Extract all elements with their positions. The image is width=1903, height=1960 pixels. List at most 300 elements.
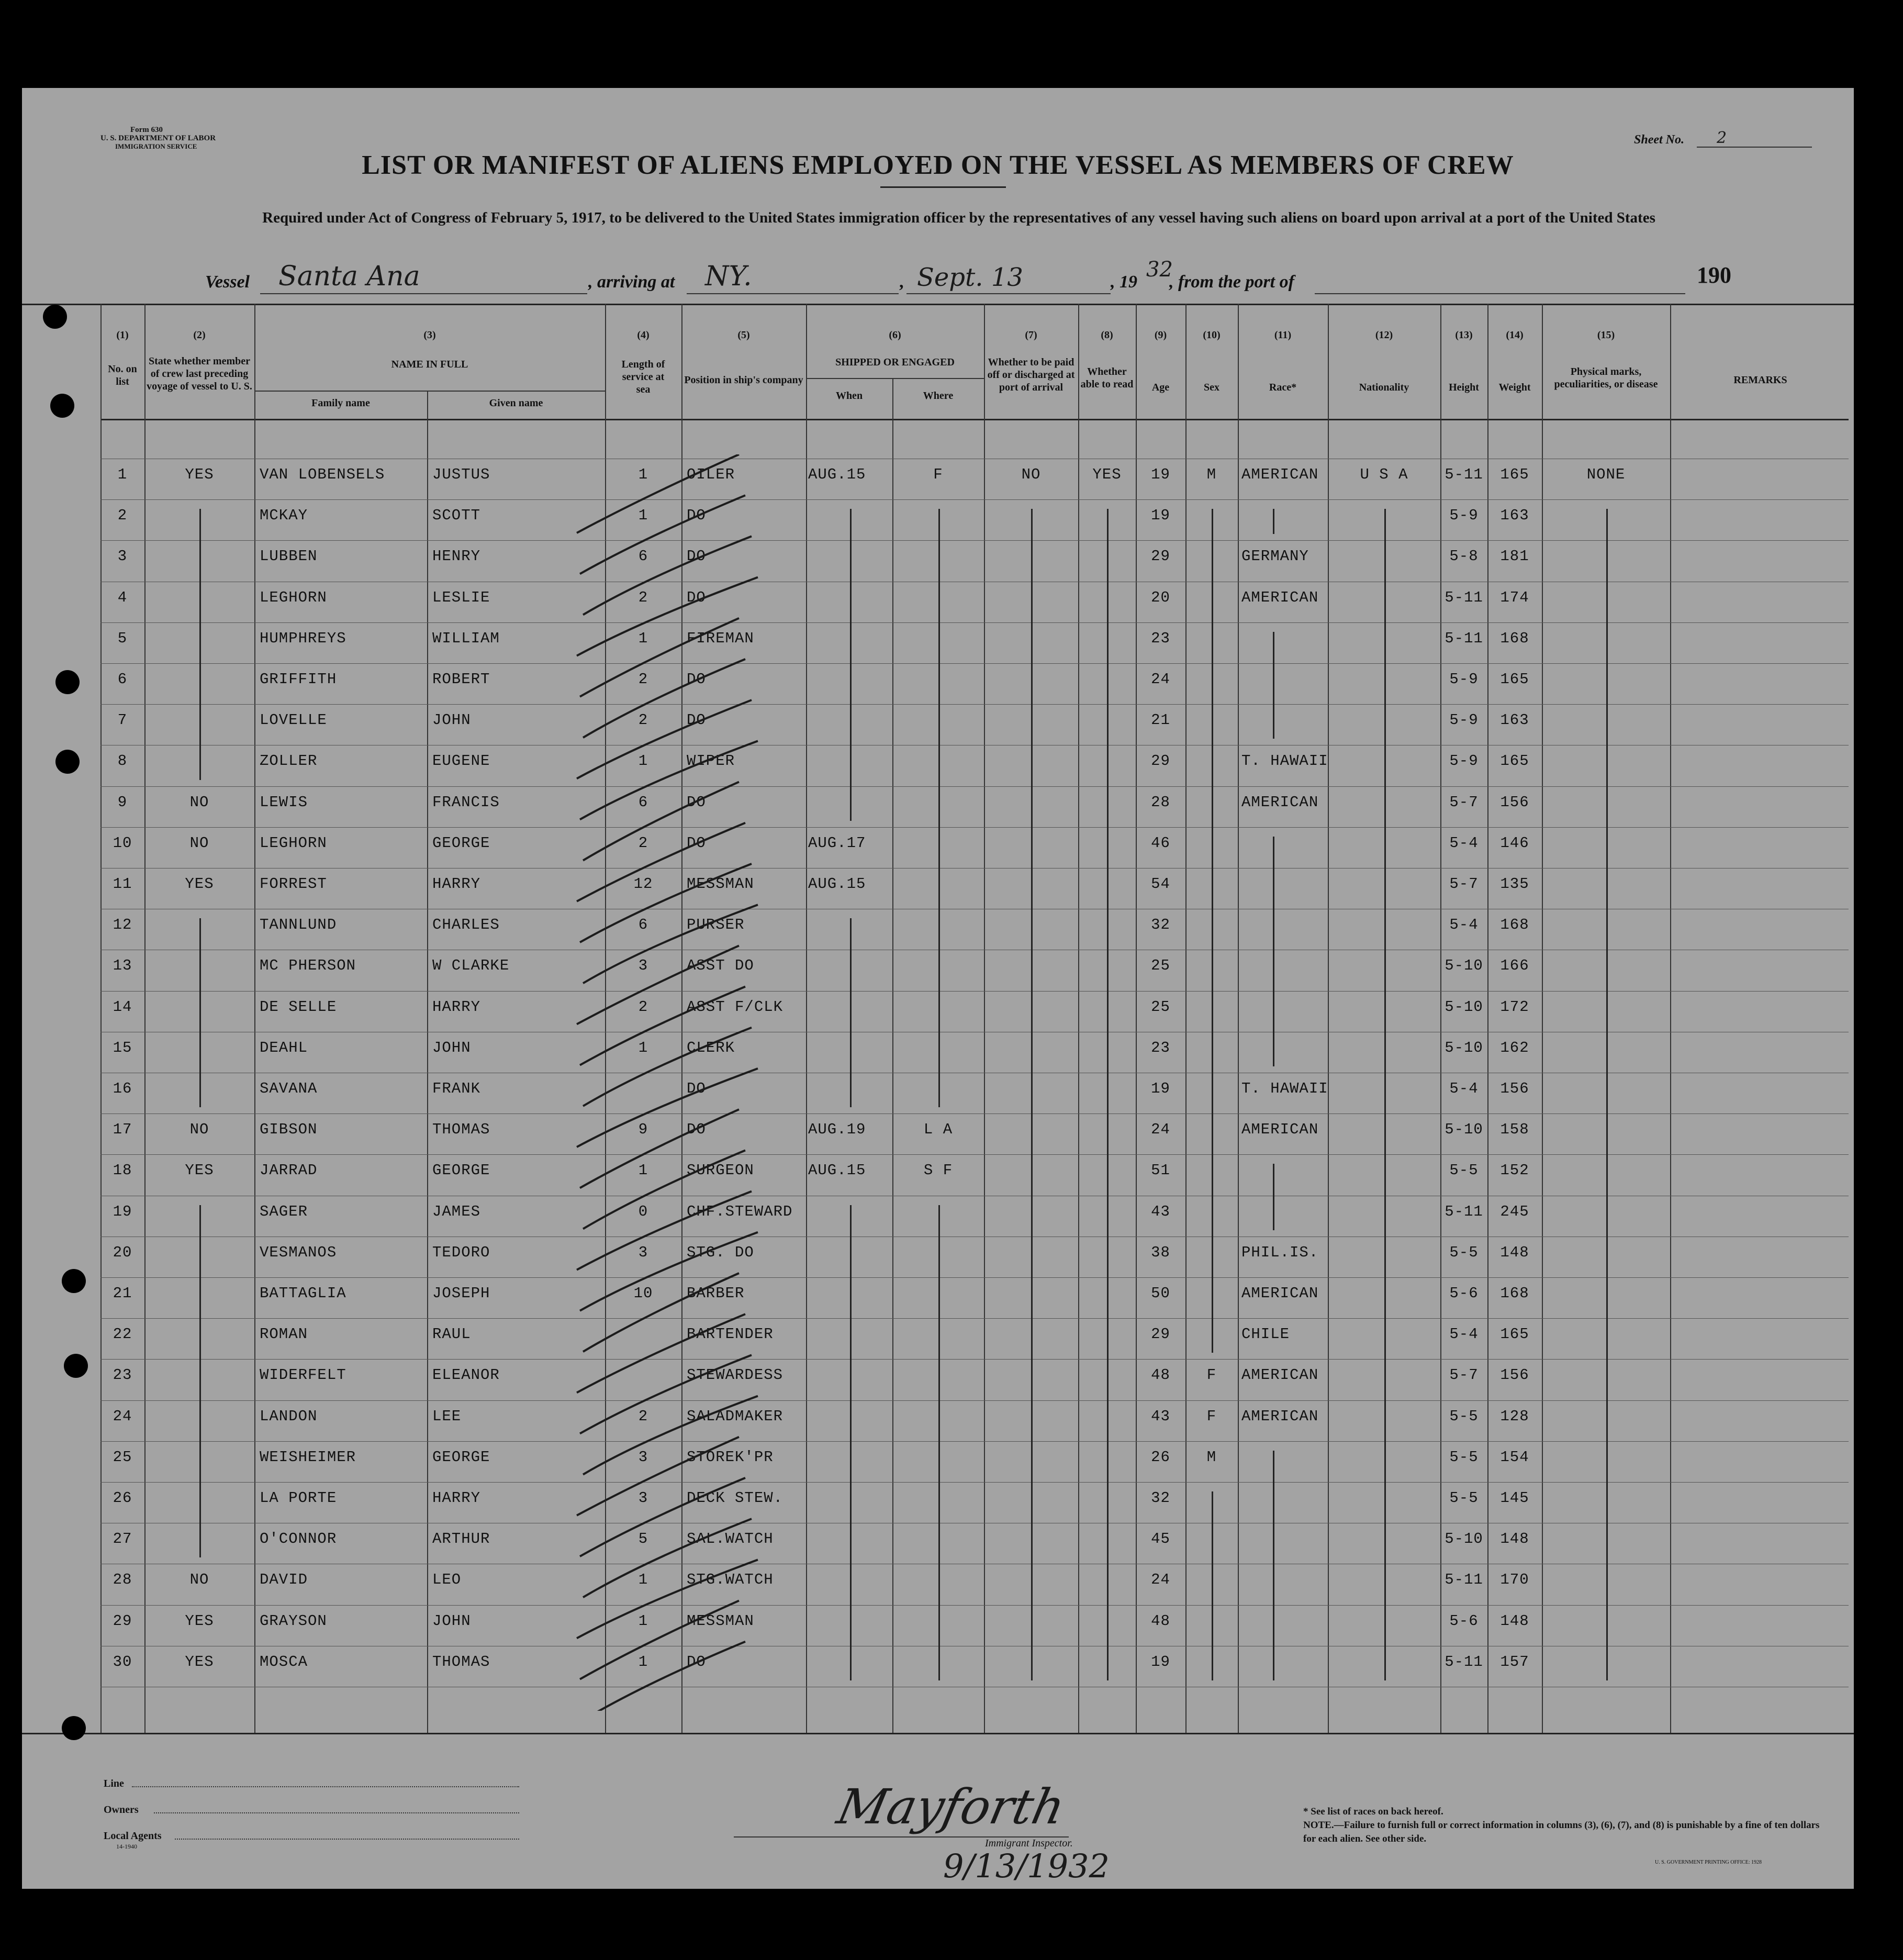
- row-rule: [100, 663, 1849, 664]
- cell-height: 5-4: [1449, 1326, 1479, 1343]
- pencil-stroke: [577, 577, 758, 656]
- cell-weight: 168: [1500, 916, 1529, 934]
- cell-given: RAUL: [432, 1326, 471, 1343]
- ditto-mark: [1273, 509, 1274, 534]
- col-position-header: Position in ship's company: [684, 374, 803, 386]
- manifest-subtitle: Required under Act of Congress of February 5, 1917, to be delivered to the United States immigration officer by the representatives of any vessel having such aliens on board upon arrival at a port of the United States: [262, 209, 1655, 226]
- cell-position: BARBER: [687, 1285, 745, 1302]
- col-sex-number: (10): [1203, 329, 1221, 341]
- cell-given: THOMAS: [432, 1121, 490, 1139]
- pencil-stroke: [577, 1191, 752, 1270]
- cell-no: 3: [117, 548, 128, 565]
- cell-family: MC PHERSON: [260, 957, 356, 975]
- comma-separator: ,: [899, 272, 904, 292]
- cell-length: 1: [638, 466, 648, 483]
- pencil-stroke: [577, 1560, 758, 1638]
- column-rule: [144, 304, 145, 1733]
- cell-position: DO: [687, 671, 706, 688]
- cell-given: JOHN: [432, 1612, 471, 1630]
- cell-position: STOREK'PR: [687, 1448, 774, 1466]
- pencil-stroke: [577, 945, 739, 1024]
- cell-height: 5-7: [1449, 1366, 1479, 1384]
- cell-given: GEORGE: [432, 1448, 490, 1466]
- pencil-stroke: [577, 454, 739, 533]
- cell-height: 5-9: [1449, 752, 1479, 770]
- cell-position: OILER: [687, 466, 735, 483]
- col-race-number: (11): [1274, 329, 1292, 341]
- cell-family: WIDERFELT: [260, 1366, 346, 1384]
- cell-given: JOSEPH: [432, 1285, 490, 1302]
- cell-position: DO: [687, 507, 706, 525]
- cell-no: 20: [113, 1243, 132, 1261]
- header-bottom-border: [100, 419, 1849, 420]
- cell-position: MESSMAN: [687, 1612, 754, 1630]
- vessel-label: Vessel: [205, 272, 250, 292]
- pencil-stroke: [580, 495, 745, 574]
- cell-family: LA PORTE: [260, 1489, 337, 1507]
- binder-hole: [50, 394, 74, 418]
- cell-position: ASST DO: [687, 957, 754, 975]
- shipped-subheader-rule: [806, 378, 984, 379]
- cell-weight: 148: [1500, 1243, 1529, 1261]
- ditto-mark: [938, 1205, 940, 1680]
- cell-family: TANNLUND: [260, 916, 337, 934]
- cell-age: 25: [1151, 957, 1170, 975]
- cell-marks: NONE: [1586, 466, 1626, 483]
- pencil-stroke: [577, 823, 745, 901]
- cell-length: 2: [638, 998, 648, 1016]
- cell-given: SCOTT: [432, 507, 481, 525]
- cell-family: ROMAN: [260, 1326, 308, 1343]
- cell-length: 1: [638, 507, 648, 525]
- cell-family: MOSCA: [260, 1653, 308, 1671]
- pencil-stroke: [580, 1109, 739, 1188]
- cell-family: SAGER: [260, 1202, 308, 1220]
- cell-height: 5-10: [1445, 1121, 1483, 1139]
- cell-no: 1: [117, 466, 128, 483]
- cell-when: AUG.17: [808, 834, 866, 852]
- col-height-header: Height: [1449, 382, 1479, 393]
- cell-nationality: U S A: [1360, 466, 1408, 483]
- cell-race: AMERICAN: [1241, 588, 1319, 606]
- row-rule: [100, 1359, 1849, 1360]
- cell-height: 5-7: [1449, 793, 1479, 811]
- cell-when: AUG.15: [808, 466, 866, 483]
- cell-given: TEDORO: [432, 1243, 490, 1261]
- pencil-stroke: [580, 1478, 745, 1556]
- cell-height: 5-7: [1449, 875, 1479, 893]
- row-rule: [100, 704, 1849, 705]
- cell-no: 28: [113, 1571, 132, 1589]
- row-rule: [100, 1482, 1849, 1483]
- cell-race: AMERICAN: [1241, 1285, 1319, 1302]
- cell-no: 2: [117, 507, 128, 525]
- cell-age: 29: [1151, 752, 1170, 770]
- line-label: Line: [104, 1778, 124, 1789]
- pencil-stroke: [580, 987, 745, 1065]
- cell-state: YES: [185, 466, 214, 483]
- pencil-stroke: [583, 782, 739, 861]
- ditto-mark: [1212, 1491, 1213, 1680]
- cell-age: 32: [1151, 916, 1170, 934]
- row-rule: [100, 1154, 1849, 1155]
- cell-weight: 156: [1500, 793, 1529, 811]
- binder-hole: [64, 1354, 88, 1378]
- cell-where: S F: [923, 1162, 953, 1179]
- cell-position: WIPER: [687, 752, 735, 770]
- cell-family: GIBSON: [260, 1121, 318, 1139]
- cell-race: AMERICAN: [1241, 1407, 1319, 1425]
- cell-weight: 181: [1500, 548, 1529, 565]
- sheet-underline: [1697, 147, 1812, 148]
- cell-family: LEWIS: [260, 793, 308, 811]
- cell-family: GRIFFITH: [260, 671, 337, 688]
- cell-family: WEISHEIMER: [260, 1448, 356, 1466]
- pencil-stroke: [577, 1068, 758, 1147]
- cell-no: 4: [117, 588, 128, 606]
- cell-no: 23: [113, 1366, 132, 1384]
- cell-race: AMERICAN: [1241, 466, 1319, 483]
- cell-given: CHARLES: [432, 916, 500, 934]
- cell-position: DO: [687, 793, 706, 811]
- cell-weight: 168: [1500, 1285, 1529, 1302]
- department-label: U. S. DEPARTMENT OF LABOR: [100, 134, 216, 142]
- pencil-stroke: [580, 618, 739, 697]
- pencil-stroke: [583, 1396, 758, 1475]
- col-length-number: (4): [637, 329, 650, 341]
- cell-family: LOVELLE: [260, 711, 327, 729]
- form-code: 14-1940: [116, 1843, 137, 1850]
- cell-height: 5-6: [1449, 1612, 1479, 1630]
- cell-height: 5-6: [1449, 1285, 1479, 1302]
- arrival-date: Sept. 13: [917, 263, 1023, 292]
- cell-weight: 170: [1500, 1571, 1529, 1589]
- col-given-header: Given name: [489, 397, 543, 409]
- cell-sex: F: [1206, 1366, 1217, 1384]
- cell-height: 5-10: [1445, 998, 1483, 1016]
- sheet-label: Sheet No.: [1634, 133, 1684, 147]
- cell-when: AUG.15: [808, 1162, 866, 1179]
- cell-paid: NO: [1021, 466, 1041, 483]
- ditto-mark: [1031, 509, 1033, 1680]
- cell-no: 17: [113, 1121, 132, 1139]
- cell-state: YES: [185, 1612, 214, 1630]
- row-rule: [100, 540, 1849, 541]
- col-no-header: No. on list: [108, 363, 137, 387]
- cell-length: 2: [638, 588, 648, 606]
- pencil-stroke: [583, 536, 752, 615]
- ditto-mark: [850, 509, 852, 821]
- cell-weight: 156: [1500, 1080, 1529, 1097]
- col-weight-number: (14): [1506, 329, 1524, 341]
- inspector-label: Immigrant Inspector.: [985, 1838, 1073, 1849]
- cell-length: 3: [638, 1243, 648, 1261]
- cell-age: 24: [1151, 1121, 1170, 1139]
- col-family-header: Family name: [311, 397, 370, 409]
- cell-family: DAVID: [260, 1571, 308, 1589]
- cell-length: 2: [638, 711, 648, 729]
- cell-height: 5-11: [1445, 1571, 1483, 1589]
- cell-state: YES: [185, 875, 214, 893]
- cell-weight: 154: [1500, 1448, 1529, 1466]
- cell-position: STG.WATCH: [687, 1571, 774, 1589]
- row-rule: [100, 786, 1849, 787]
- cell-family: DEAHL: [260, 1039, 308, 1056]
- col-state-number: (2): [193, 329, 206, 341]
- cell-when: AUG.15: [808, 875, 866, 893]
- pencil-stroke: [583, 1642, 745, 1711]
- cell-read: YES: [1092, 466, 1122, 483]
- cell-length: 1: [638, 1039, 648, 1056]
- cell-race: GERMANY: [1241, 548, 1309, 565]
- pencil-stroke: [580, 1232, 758, 1311]
- cell-no: 15: [113, 1039, 132, 1056]
- cell-weight: 148: [1500, 1530, 1529, 1548]
- cell-given: JUSTUS: [432, 466, 490, 483]
- cell-given: HARRY: [432, 998, 481, 1016]
- cell-height: 5-10: [1445, 957, 1483, 975]
- cell-family: GRAYSON: [260, 1612, 327, 1630]
- cell-weight: 145: [1500, 1489, 1529, 1507]
- cell-height: 5-11: [1445, 466, 1483, 483]
- cell-weight: 165: [1500, 1326, 1529, 1343]
- cell-length: 3: [638, 1448, 648, 1466]
- cell-no: 27: [113, 1530, 132, 1548]
- cell-height: 5-5: [1449, 1489, 1479, 1507]
- cell-height: 5-4: [1449, 916, 1479, 934]
- pencil-stroke: [583, 659, 745, 738]
- cell-weight: 152: [1500, 1162, 1529, 1179]
- ditto-mark: [1212, 509, 1213, 1353]
- column-rule: [427, 391, 428, 1733]
- cell-no: 24: [113, 1407, 132, 1425]
- col-age-number: (9): [1154, 329, 1167, 341]
- row-rule: [100, 1113, 1849, 1114]
- cell-height: 5-11: [1445, 1202, 1483, 1220]
- col-no-number: (1): [116, 329, 129, 341]
- col-age-header: Age: [1151, 382, 1170, 393]
- pencil-stroke: [580, 1601, 739, 1679]
- ditto-mark: [1384, 509, 1386, 1680]
- races-footnote: * See list of races on back hereof.: [1303, 1806, 1443, 1817]
- cell-position: DO: [687, 1080, 706, 1097]
- vessel-name: Santa Ana: [278, 261, 420, 292]
- ditto-mark: [199, 1205, 201, 1558]
- ditto-mark: [1273, 1164, 1274, 1230]
- cell-given: EUGENE: [432, 752, 490, 770]
- cell-race: T. HAWAII: [1241, 752, 1328, 770]
- cell-position: DO: [687, 548, 706, 565]
- cell-age: 23: [1151, 629, 1170, 647]
- cell-family: HUMPHREYS: [260, 629, 346, 647]
- pencil-check-strokes: [566, 454, 818, 1711]
- cell-weight: 158: [1500, 1121, 1529, 1139]
- cell-race: AMERICAN: [1241, 1366, 1319, 1384]
- year-prefix: , 19: [1111, 272, 1137, 292]
- cell-age: 51: [1151, 1162, 1170, 1179]
- cell-given: FRANK: [432, 1080, 481, 1097]
- title-underline: [880, 186, 1006, 188]
- col-paid-header: Whether to be paid off or discharged at port of arrival: [987, 357, 1075, 393]
- ditto-mark: [1606, 509, 1608, 1680]
- cell-length: 2: [638, 834, 648, 852]
- cell-height: 5-11: [1445, 1653, 1483, 1671]
- cell-age: 23: [1151, 1039, 1170, 1056]
- row-rule: [100, 499, 1849, 500]
- cell-where: F: [933, 466, 943, 483]
- col-sex-header: Sex: [1204, 382, 1219, 393]
- col-weight-header: Weight: [1498, 382, 1531, 393]
- cell-no: 10: [113, 834, 132, 852]
- col-shipped-number: (6): [889, 329, 901, 341]
- ditto-mark: [850, 1205, 852, 1680]
- cell-length: 3: [638, 1489, 648, 1507]
- cell-no: 7: [117, 711, 128, 729]
- cell-no: 29: [113, 1612, 132, 1630]
- cell-age: 48: [1151, 1366, 1170, 1384]
- cell-position: DO: [687, 834, 706, 852]
- name-subheader-rule: [254, 391, 605, 392]
- cell-position: SURGEON: [687, 1162, 754, 1179]
- printer-imprint: U. S. GOVERNMENT PRINTING OFFICE: 1928: [1655, 1859, 1762, 1865]
- col-race-header: Race*: [1269, 382, 1297, 393]
- cell-race: AMERICAN: [1241, 793, 1319, 811]
- cell-position: STG. DO: [687, 1243, 754, 1261]
- cell-length: 1: [638, 629, 648, 647]
- cell-weight: 163: [1500, 507, 1529, 525]
- page-number: 190: [1697, 262, 1731, 288]
- agents-underline: [175, 1839, 519, 1840]
- pencil-stroke: [577, 1437, 739, 1516]
- pencil-stroke: [580, 864, 752, 942]
- cell-length: 1: [638, 1571, 648, 1589]
- from-port-label: , from the port of: [1169, 272, 1294, 292]
- cell-state: NO: [189, 834, 209, 852]
- col-when-header: When: [835, 390, 863, 402]
- column-rule: [1670, 304, 1671, 1733]
- cell-height: 5-11: [1445, 588, 1483, 606]
- cell-age: 26: [1151, 1448, 1170, 1466]
- cell-position: BARTENDER: [687, 1326, 774, 1343]
- pencil-stroke: [580, 741, 758, 819]
- cell-weight: 174: [1500, 588, 1529, 606]
- cell-family: LUBBEN: [260, 548, 318, 565]
- cell-family: FORREST: [260, 875, 327, 893]
- pencil-stroke: [580, 1355, 752, 1433]
- cell-given: LESLIE: [432, 588, 490, 606]
- cell-weight: 157: [1500, 1653, 1529, 1671]
- pencil-stroke: [583, 1273, 739, 1352]
- binder-hole: [62, 1716, 86, 1740]
- col-marks-header: Physical marks, peculiarities, or disease: [1554, 366, 1658, 390]
- inspector-signature: Mayforth: [832, 1779, 1070, 1835]
- cell-height: 5-9: [1449, 711, 1479, 729]
- cell-height: 5-11: [1445, 629, 1483, 647]
- arriving-underline: [687, 293, 899, 294]
- cell-position: DECK STEW.: [687, 1489, 783, 1507]
- col-height-number: (13): [1455, 329, 1473, 341]
- column-rule: [254, 304, 255, 1733]
- cell-given: GEORGE: [432, 834, 490, 852]
- cell-age: 28: [1151, 793, 1170, 811]
- service-label: IMMIGRATION SERVICE: [115, 142, 197, 150]
- ditto-mark: [938, 509, 940, 1107]
- year-suffix: 32: [1146, 258, 1173, 282]
- col-where-header: Where: [923, 390, 954, 402]
- cell-position: SAL.WATCH: [687, 1530, 774, 1548]
- col-length-header: Length of service at sea: [621, 359, 665, 395]
- cell-position: DO: [687, 711, 706, 729]
- cell-no: 16: [113, 1080, 132, 1097]
- col-shipped-header: SHIPPED OR ENGAGED: [835, 357, 955, 368]
- cell-no: 6: [117, 671, 128, 688]
- cell-no: 13: [113, 957, 132, 975]
- cell-state: NO: [189, 1571, 209, 1589]
- cell-position: PURSER: [687, 916, 745, 934]
- cell-weight: 165: [1500, 752, 1529, 770]
- column-rule: [984, 304, 985, 1733]
- cell-length: 6: [638, 793, 648, 811]
- ditto-mark: [199, 509, 201, 779]
- cell-height: 5-9: [1449, 671, 1479, 688]
- cell-position: SALADMAKER: [687, 1407, 783, 1425]
- cell-no: 18: [113, 1162, 132, 1179]
- cell-given: HARRY: [432, 875, 481, 893]
- cell-no: 11: [113, 875, 132, 893]
- ditto-mark: [850, 918, 852, 1107]
- cell-position: STEWARDESS: [687, 1366, 783, 1384]
- cell-family: MCKAY: [260, 507, 308, 525]
- cell-family: BATTAGLIA: [260, 1285, 346, 1302]
- cell-weight: 162: [1500, 1039, 1529, 1056]
- row-rule: [100, 991, 1849, 992]
- ditto-mark: [199, 918, 201, 1107]
- cell-position: ASST F/CLK: [687, 998, 783, 1016]
- cell-position: FIREMAN: [687, 629, 754, 647]
- cell-length: 3: [638, 957, 648, 975]
- manifest-title: LIST OR MANIFEST OF ALIENS EMPLOYED ON THE VESSEL AS MEMBERS OF CREW: [362, 150, 1514, 180]
- col-state-header: State whether member of crew last preceding voyage of vessel to U. S.: [147, 355, 252, 392]
- cell-family: ZOLLER: [260, 752, 318, 770]
- col-paid-number: (7): [1025, 329, 1037, 341]
- local-agents-label: Local Agents: [104, 1830, 162, 1842]
- binder-hole: [55, 670, 80, 694]
- cell-age: 29: [1151, 548, 1170, 565]
- cell-age: 48: [1151, 1612, 1170, 1630]
- pencil-stroke: [577, 1314, 745, 1393]
- cell-length: 2: [638, 1407, 648, 1425]
- cell-position: CHF.STEWARD: [687, 1202, 793, 1220]
- cell-position: DO: [687, 588, 706, 606]
- col-name-header: NAME IN FULL: [391, 359, 468, 370]
- column-rule: [1078, 304, 1079, 1733]
- cell-state: YES: [185, 1653, 214, 1671]
- cell-age: 50: [1151, 1285, 1170, 1302]
- col-read-number: (8): [1101, 329, 1113, 341]
- cell-height: 5-5: [1449, 1407, 1479, 1425]
- signature-date: 9/13/1932: [943, 1847, 1110, 1885]
- cell-given: ARTHUR: [432, 1530, 490, 1548]
- owners-label: Owners: [104, 1804, 139, 1816]
- cell-position: CLERK: [687, 1039, 735, 1056]
- cell-no: 25: [113, 1448, 132, 1466]
- cell-length: 1: [638, 1653, 648, 1671]
- col-remarks-header: REMARKS: [1733, 374, 1787, 386]
- cell-state: NO: [189, 1121, 209, 1139]
- cell-weight: 148: [1500, 1612, 1529, 1630]
- cell-weight: 166: [1500, 957, 1529, 975]
- cell-race: AMERICAN: [1241, 1121, 1319, 1139]
